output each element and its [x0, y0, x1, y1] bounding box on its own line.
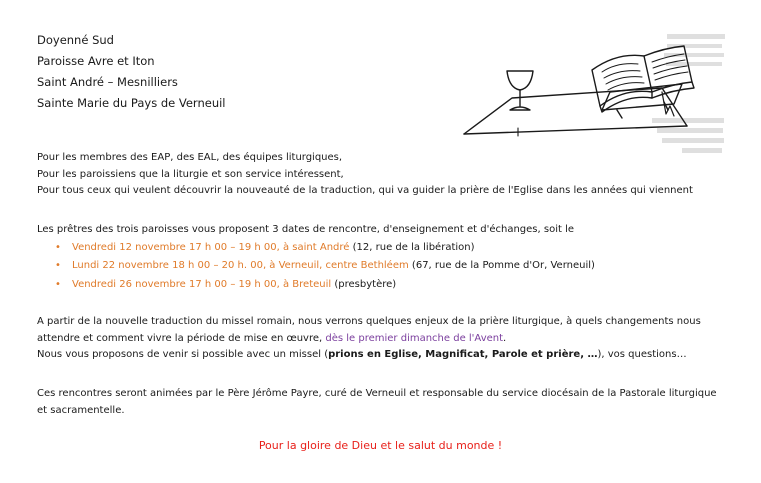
- missal-titles: prions en Eglise, Magnificat, Parole et prière, …: [328, 349, 598, 360]
- missal-line-2: [37, 331, 701, 348]
- intro-line-parishioners: Pour les paroissiens que la liturgie et son service intéressent,: [37, 168, 344, 180]
- missal-paragraph: [37, 314, 701, 364]
- event-detail-open: (: [349, 242, 357, 253]
- event-date: Vendredi 12 novembre 17 h 00 – 19 h 00, à saint André: [72, 242, 350, 253]
- event-detail-close: ): [470, 242, 475, 253]
- event-detail-open: (: [408, 260, 416, 272]
- missal-line-3: [37, 347, 701, 364]
- announcement-line: Les prêtres des trois paroisses vous proposent 3 dates de rencontre, d'enseignement et d'échanges, soit le: [37, 224, 574, 235]
- event-detail-open: (: [331, 278, 339, 290]
- intro-paragraph: [37, 150, 693, 200]
- intro-line-translation: Pour tous ceux qui veulent découvrir la nouveauté de la traduction, qui va guider la prière de l'Eglise dans les années qui viennent: [37, 185, 693, 196]
- event-address: 67, rue de la Pomme d'Or, Verneuil: [415, 260, 592, 272]
- header-line-deanery: Doyenné Sud: [37, 33, 114, 47]
- advent-highlight: dès le premier dimanche de l'Avent: [325, 332, 504, 344]
- event-date: Lundi 22 novembre 18 h 00 – 20 h. 00, à Verneuil, centre Bethléem: [72, 260, 409, 272]
- speaker-line-1: Ces rencontres seront animées par le Père Jérôme Payre, curé de Verneuil et responsable du service diocésain de la Pastorale liturgique: [37, 388, 717, 399]
- event-item: [55, 239, 595, 257]
- missal-line-3-end: ), vos questions…: [597, 349, 687, 360]
- missal-line-3-text: Nous vous proposons de venir si possible avec un missel (: [37, 349, 329, 360]
- event-item: [55, 257, 595, 275]
- header-line-saint-andre: Saint André – Mesnilliers: [37, 75, 178, 89]
- bullet-icon: •: [55, 242, 61, 253]
- parish-header: [37, 30, 226, 114]
- header-line-sainte-marie: Sainte Marie du Pays de Verneuil: [37, 96, 226, 110]
- event-detail-close: ): [591, 260, 595, 272]
- missal-line-2-text: attendre et comment vivre la période de mise en œuvre,: [37, 332, 326, 344]
- bullet-icon: •: [55, 278, 61, 290]
- speaker-line-2: et sacramentelle.: [37, 404, 125, 416]
- bullet-icon: •: [55, 260, 61, 272]
- event-address: presbytère: [338, 278, 393, 290]
- missal-line-2-end: .: [503, 332, 507, 344]
- missal-line-1: A partir de la nouvelle traduction du missel romain, nous verrons quelques enjeux de la prière liturgique, à quels changements nous: [37, 316, 701, 327]
- altar-chalice-missal-illustration: [452, 22, 732, 164]
- intro-line-eap: Pour les membres des EAP, des EAL, des équipes liturgiques,: [37, 152, 343, 163]
- closing-motto: Pour la gloire de Dieu et le salut du monde !: [258, 439, 503, 452]
- event-item: [55, 276, 595, 294]
- event-address: 12, rue de la libération: [356, 242, 471, 253]
- header-line-parish: Paroisse Avre et Iton: [37, 54, 155, 68]
- event-dates-list: [55, 239, 595, 294]
- event-date: Vendredi 26 novembre 17 h 00 – 19 h 00, à Breteuil: [72, 278, 332, 290]
- speaker-paragraph: [37, 386, 717, 419]
- event-detail-close: ): [392, 278, 397, 290]
